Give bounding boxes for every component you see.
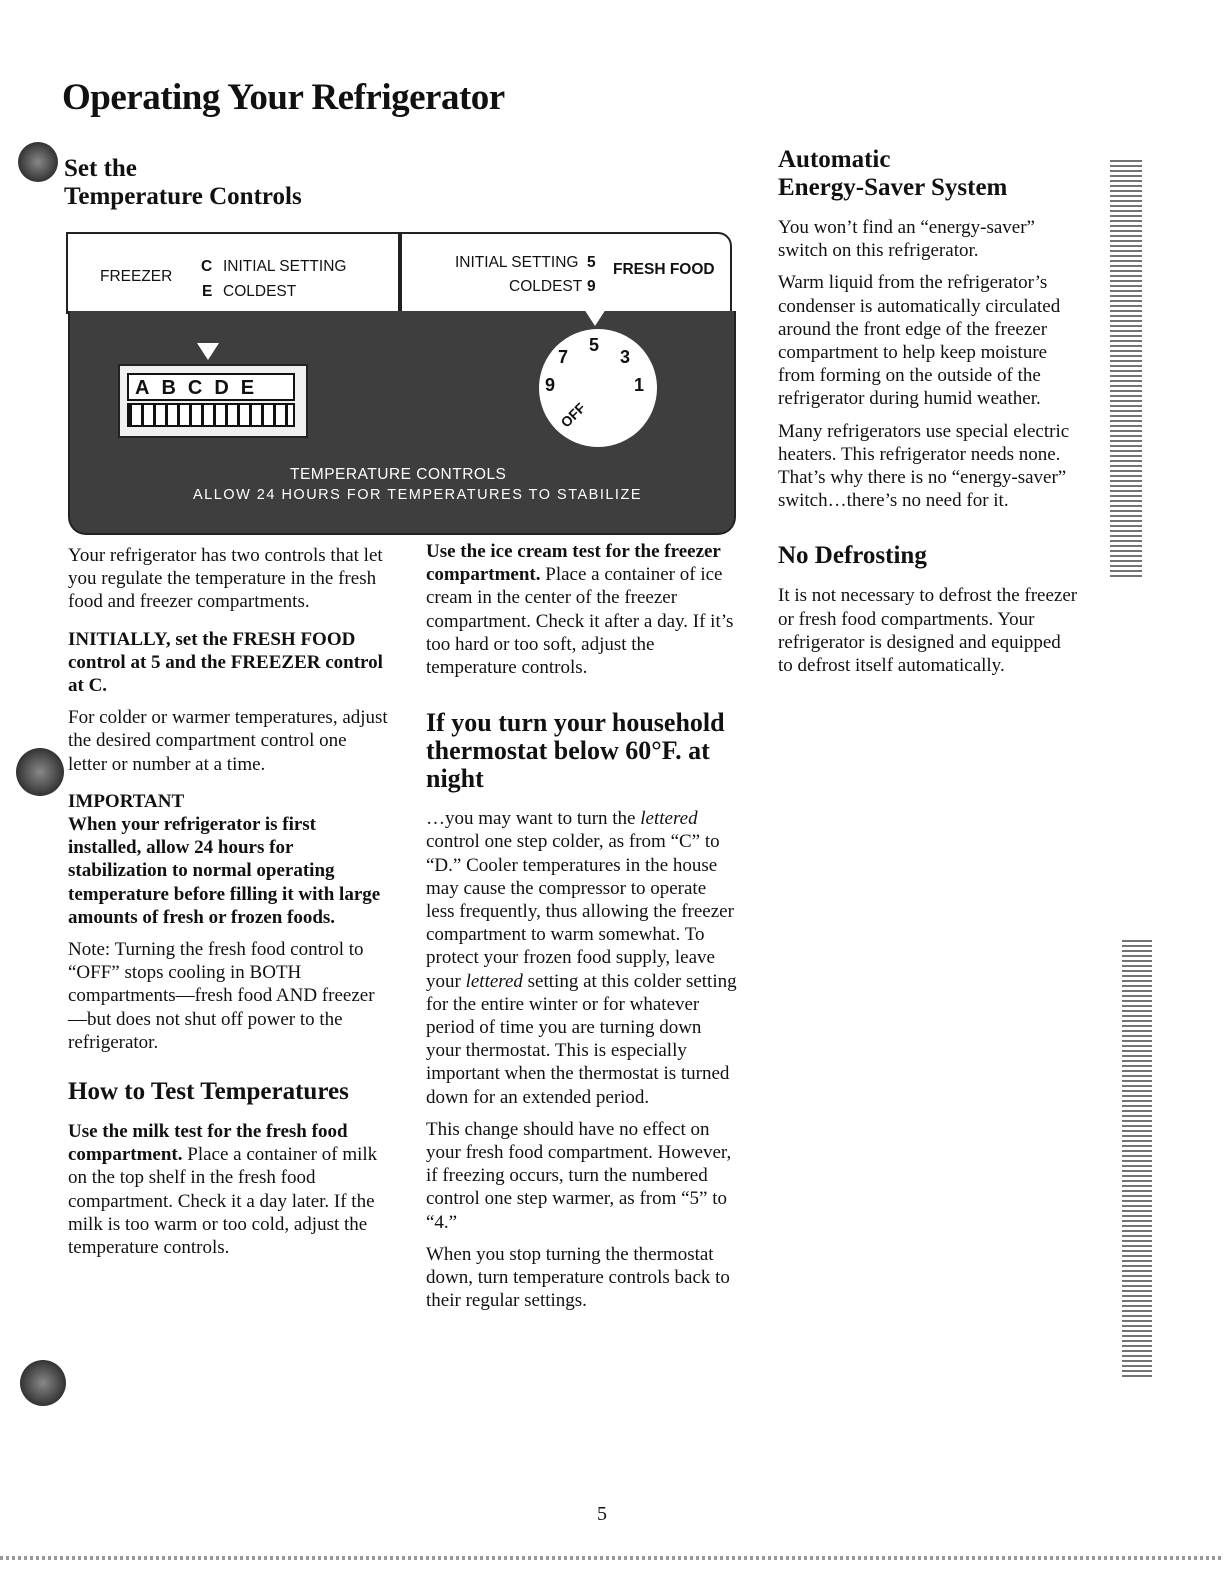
dial-number-5: 5 [589,335,600,355]
energy-saver-paragraph-2: Warm liquid from the refrigerator’s condenser is automatically circulated around the front edge of the freezer compartment to help keep moisture from forming on the outside of the refrigerator during humid weather. [778,272,1061,410]
thermostat-paragraph-3: When you stop turning the thermostat down, turn temperature controls back to their regular settings. [426,1243,730,1312]
energy-saver-heading [778,146,1078,202]
fresh-initial-text: INITIAL SETTING [455,254,579,271]
freezer-label: FREEZER [100,268,173,285]
milk-test-lead: Use the milk test for the fresh food compartment. [68,1121,348,1166]
page-title: Operating Your Refrigerator [62,77,505,118]
punch-hole-top [18,142,58,182]
fresh-food-dial[interactable] [539,329,657,447]
freezer-selector[interactable] [118,364,308,438]
set-temp-heading-line1: Set the [64,155,137,182]
dial-off-label: OFF [557,399,589,431]
freezer-pointer-icon [197,343,219,361]
freezer-selector-letters: ABCDE [127,373,295,401]
thermostat-p1-italic-1: lettered [640,808,698,830]
intro-paragraph: Your refrigerator has two controls that let you regulate the temperature in the fresh food and freezer compartments. [68,545,383,613]
thermostat-heading: If you turn your household thermostat below 60°F. at night [426,708,725,794]
page-number: 5 [597,1503,607,1525]
ice-cream-test-lead: Use the ice cream test for the freezer compartment. [426,541,721,586]
fresh-pointer-icon [584,309,606,327]
freezer-selector-ticks [127,403,295,427]
ice-cream-test-text: Place a container of ice cream in the center of the freezer compartment. Check it after a day. If it’s too hard or too soft, adjust the temperature controls. [426,564,734,679]
no-defrosting-heading: No Defrosting [778,542,927,570]
column-2 [426,540,738,1321]
freezer-legend-box [66,232,400,314]
dial-number-7: 7 [558,347,569,367]
control-housing [68,311,736,535]
fresh-coldest-text: COLDEST [509,278,583,295]
fresh-food-label: FRESH FOOD [613,261,715,278]
dial-number-9: 9 [545,375,556,395]
important-paragraph: When your refrigerator is first installed, allow 24 hours for stabilization to normal operating temperature before filling it with large amounts of fresh or frozen foods. [68,814,381,928]
panel-caption-2: ALLOW 24 HOURS FOR TEMPERATURES TO STABILIZE [193,487,642,503]
fresh-legend-box [400,232,732,314]
thermostat-p1-c: setting at this colder setting for the entire winter or for whatever period of time you are turning down your thermostat. This is especially important when the thermostat is turned down for an extended period. [426,970,737,1108]
column-3 [778,146,1078,686]
ice-cream-test-paragraph [426,540,738,679]
set-temp-heading [64,155,302,211]
milk-test-paragraph [68,1120,388,1259]
fresh-initial-key: 5 [587,254,596,271]
dial-number-1: 1 [634,375,645,395]
column-1 [68,544,388,1268]
initially-paragraph: INITIALLY, set the FRESH FOOD control at 5 and the FREEZER control at C. [68,628,383,697]
scan-margin-artifact-bottom [1122,940,1152,1380]
panel-caption-1: TEMPERATURE CONTROLS [290,466,507,483]
note-paragraph: Note: Turning the fresh food control to “OFF” stops cooling in BOTH compartments—fresh food AND freezer—but does not shut off power to the refrigerator. [68,939,375,1053]
freezer-coldest-text: COLDEST [223,283,297,300]
thermostat-paragraph-1 [426,807,738,1109]
energy-saver-paragraph-3: Many refrigerators use special electric heaters. This refrigerator needs none. That’s why there is no “energy-saver” switch…there’s no need for it. [778,420,1070,512]
energy-saver-paragraph-1: You won’t find an “energy-saver” switch on this refrigerator. [778,217,1035,262]
milk-test-text: Place a container of milk on the top shelf in the fresh food compartment. Check it a day later. If the milk is too warm or too cold, adjust the temperature controls. [68,1144,378,1259]
scan-margin-artifact-top [1110,160,1142,580]
important-label: IMPORTANT [68,790,185,812]
freezer-initial-text: INITIAL SETTING [223,258,347,275]
freezer-coldest-key: E [202,283,213,300]
thermostat-p1-italic-2: lettered [465,970,523,992]
punch-hole-middle [16,748,64,796]
thermostat-p1-b: control one step colder, as from “C” to “D.” Cooler temperatures in the house may cause the compressor to operate less frequently, thus allowing the freezer compartment to warm somewhat. To protect your frozen food supply, leave your [426,831,734,992]
thermostat-paragraph-2: This change should have no effect on your fresh food compartment. However, if freezing occurs, turn the numbered control one step warmer, as from “5” to “4.” [426,1118,732,1233]
set-temp-heading-line2: Temperature Controls [64,183,302,210]
freezer-initial-key: C [201,258,213,275]
colder-paragraph: For colder or warmer temperatures, adjust the desired compartment control one letter or number at a time. [68,707,388,775]
no-defrosting-paragraph: It is not necessary to defrost the freezer or fresh food compartments. Your refrigerator is designed and equipped to defrost itself automatically. [778,585,1078,677]
test-temperatures-heading: How to Test Temperatures [68,1078,349,1106]
dial-number-3: 3 [620,347,631,367]
punch-hole-bottom [20,1360,66,1406]
energy-saver-heading-line1: Automatic [778,146,891,173]
fresh-coldest-key: 9 [587,278,596,295]
thermostat-p1-a: …you may want to turn the [426,808,641,830]
energy-saver-heading-line2: Energy-Saver System [778,174,1008,201]
scan-bottom-edge [0,1556,1224,1560]
